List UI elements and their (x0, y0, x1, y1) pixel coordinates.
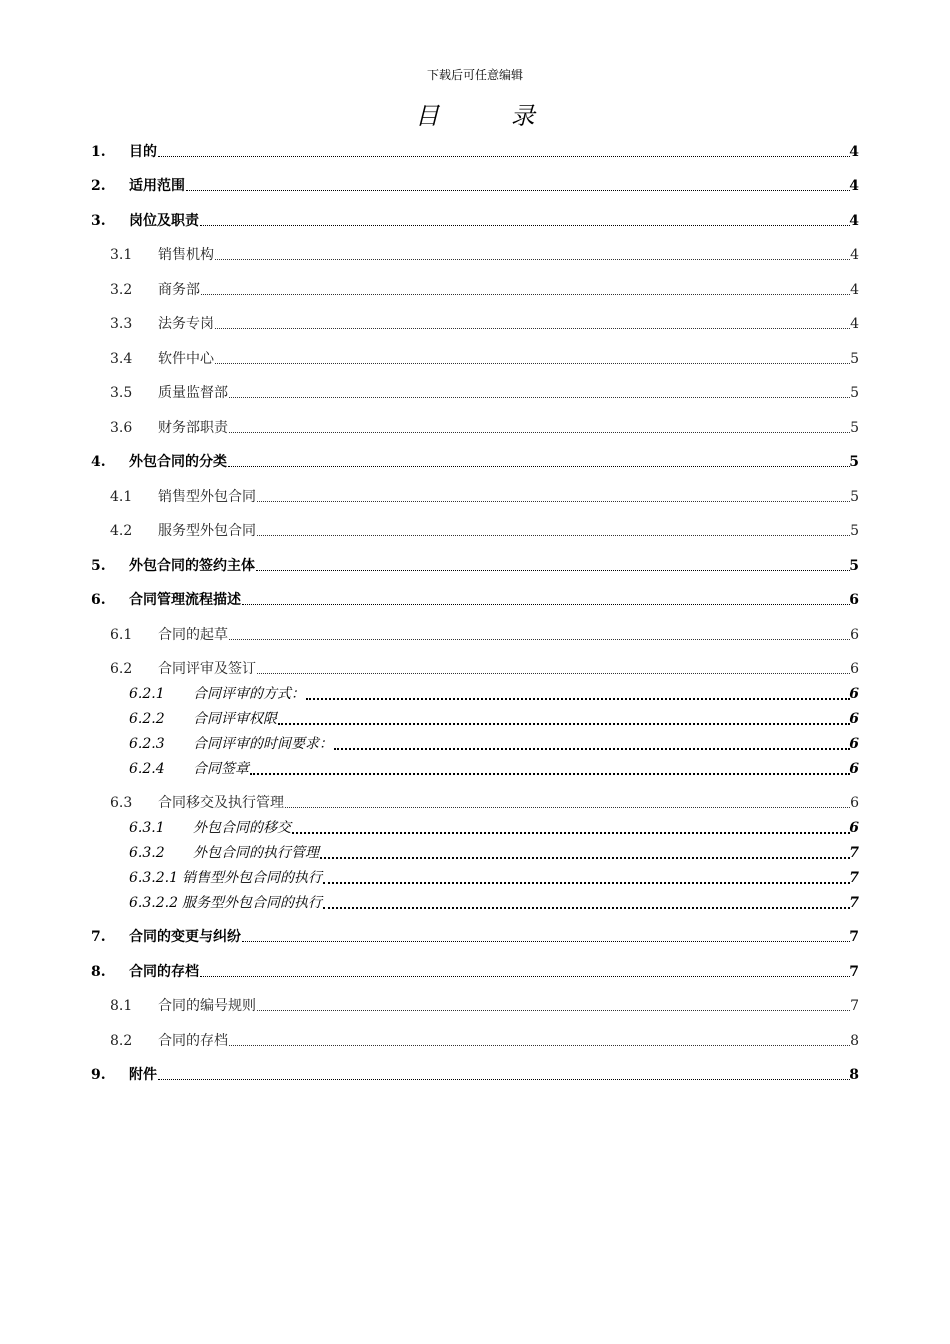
toc-entry-page: 5 (849, 558, 859, 574)
toc-entry-page: 5 (850, 351, 859, 367)
toc-entry-number: 8. (91, 964, 106, 980)
toc-entry[interactable] (0, 926, 950, 948)
toc-entry-page: 6 (850, 627, 859, 643)
toc-entry-page: 5 (849, 454, 859, 470)
toc-entry[interactable] (0, 175, 950, 197)
toc-entry[interactable] (0, 892, 950, 914)
toc-entry[interactable] (0, 867, 950, 889)
toc-entry-number: 3.6 (110, 420, 133, 436)
toc-entry-label: 目的 (129, 144, 157, 160)
toc-entry-number: 4. (91, 454, 106, 470)
toc-entry[interactable] (0, 961, 950, 983)
toc-leader-dots (158, 156, 850, 157)
header-note: 下载后可任意编辑 (426, 68, 523, 82)
toc-leader-dots (257, 673, 850, 674)
toc-entry-label: 软件中心 (158, 351, 214, 367)
toc-leader-dots (215, 363, 850, 364)
toc-leader-dots (285, 807, 850, 808)
toc-leader-dots (215, 259, 850, 260)
toc-entry-page: 7 (849, 895, 859, 911)
toc-entry[interactable] (0, 279, 950, 301)
toc-leader-dots (200, 976, 850, 977)
toc-entry-page: 5 (850, 523, 859, 539)
toc-leader-dots (229, 397, 850, 398)
toc-entry-number: 3.4 (110, 351, 133, 367)
toc-entry[interactable] (0, 624, 950, 646)
toc-entry-page: 5 (850, 489, 859, 505)
toc-entry[interactable] (0, 683, 950, 705)
toc-entry-page: 5 (850, 385, 859, 401)
toc-entry-page: 7 (849, 870, 859, 886)
toc-entry-page: 7 (849, 845, 859, 861)
toc-entry-label: 销售机构 (158, 247, 214, 263)
toc-entry-label: 岗位及职责 (129, 213, 199, 229)
toc-leader-dots (229, 1045, 850, 1046)
toc-entry[interactable] (0, 842, 950, 864)
toc-leader-dots (201, 294, 850, 295)
toc-entry-page: 7 (849, 964, 859, 980)
toc-entry-number: 6. (91, 592, 106, 608)
toc-entry-number: 6.3.2 (129, 845, 165, 861)
toc-leader-dots (320, 857, 850, 859)
toc-entry-label: 销售型外包合同的执行 (182, 870, 322, 886)
toc-entry-label: 合同评审的时间要求： (193, 736, 333, 752)
toc-entry-label: 质量监督部 (158, 385, 228, 401)
toc-leader-dots (292, 832, 850, 834)
toc-entry-number: 1. (91, 144, 106, 160)
toc-leader-dots (323, 907, 850, 909)
toc-entry-number: 6.3.2.2 (129, 895, 178, 911)
toc-entry[interactable] (0, 382, 950, 404)
toc-entry-number: 5. (91, 558, 106, 574)
toc-entry[interactable] (0, 555, 950, 577)
toc-leader-dots (306, 698, 850, 700)
toc-entry[interactable] (0, 348, 950, 370)
toc-entry-label: 合同签章 (193, 761, 249, 777)
toc-entry-page: 8 (849, 1067, 859, 1083)
toc-entry-label: 适用范围 (129, 178, 185, 194)
toc-entry-page: 8 (850, 1033, 859, 1049)
toc-entry-page: 6 (849, 820, 859, 836)
toc-leader-dots (257, 1010, 850, 1011)
toc-entry[interactable] (0, 451, 950, 473)
toc-entry-number: 6.2.4 (129, 761, 165, 777)
toc-entry-page: 6 (850, 661, 859, 677)
toc-leader-dots (278, 723, 850, 725)
toc-entry-number: 6.3.1 (129, 820, 165, 836)
toc-entry-page: 7 (849, 929, 859, 945)
toc-entry-page: 6 (849, 711, 859, 727)
toc-leader-dots (257, 501, 850, 502)
toc-entry-number: 3.5 (110, 385, 133, 401)
toc-entry-page: 7 (850, 998, 859, 1014)
toc-entry-page: 4 (849, 178, 859, 194)
toc-entry[interactable] (0, 658, 950, 680)
toc-entry-label: 服务型外包合同 (158, 523, 256, 539)
toc-entry-number: 3. (91, 213, 106, 229)
toc-entry-page: 6 (849, 736, 859, 752)
toc-entry-label: 商务部 (158, 282, 200, 298)
toc-entry[interactable] (0, 792, 950, 814)
toc-entry-label: 服务型外包合同的执行 (182, 895, 322, 911)
toc-entry[interactable] (0, 589, 950, 611)
toc-entry[interactable] (0, 733, 950, 755)
toc-entry-page: 4 (849, 144, 859, 160)
toc-leader-dots (242, 604, 850, 605)
toc-entry-label: 外包合同的移交 (193, 820, 291, 836)
toc-leader-dots (250, 773, 850, 775)
toc-entry-label: 合同的起草 (158, 627, 228, 643)
toc-entry-label: 外包合同的分类 (129, 454, 227, 470)
toc-entry-number: 3.1 (110, 247, 133, 263)
toc-leader-dots (334, 748, 850, 750)
toc-entry-label: 外包合同的签约主体 (129, 558, 255, 574)
toc-entry[interactable] (0, 520, 950, 542)
toc-entry-number: 3.3 (110, 316, 133, 332)
toc-entry-page: 4 (850, 282, 859, 298)
toc-entry-label: 合同评审及签订 (158, 661, 256, 677)
toc-entry-page: 6 (849, 592, 859, 608)
toc-leader-dots (228, 466, 850, 467)
toc-entry-label: 附件 (129, 1067, 157, 1083)
toc-entry-number: 4.1 (110, 489, 133, 505)
toc-entry-label: 合同评审的方式： (193, 686, 305, 702)
toc-entry[interactable] (0, 1030, 950, 1052)
toc-entry-label: 合同的编号规则 (158, 998, 256, 1014)
toc-entry[interactable] (0, 758, 950, 780)
toc-entry[interactable] (0, 244, 950, 266)
toc-entry-number: 6.1 (110, 627, 133, 643)
toc-entry-number: 8.1 (110, 998, 133, 1014)
toc-entry[interactable] (0, 995, 950, 1017)
toc-leader-dots (229, 432, 850, 433)
toc-entry-label: 法务专岗 (158, 316, 214, 332)
toc-entry[interactable] (0, 141, 950, 163)
toc-entry-label: 合同的存档 (129, 964, 199, 980)
toc-leader-dots (158, 1079, 850, 1080)
toc-entry-number: 7. (91, 929, 106, 945)
toc-entry-label: 合同移交及执行管理 (158, 795, 284, 811)
toc-entry-number: 6.2.1 (129, 686, 165, 702)
toc-entry[interactable] (0, 210, 950, 232)
toc-leader-dots (242, 941, 850, 942)
toc-entry-number: 9. (91, 1067, 106, 1083)
toc-entry-number: 6.3 (110, 795, 133, 811)
toc-entry[interactable] (0, 1064, 950, 1086)
toc-entry-label: 合同评审权限 (193, 711, 277, 727)
toc-leader-dots (215, 328, 850, 329)
toc-entry-page: 5 (850, 420, 859, 436)
toc-title: 目 录 (415, 102, 567, 130)
toc-leader-dots (256, 570, 850, 571)
toc-entry-number: 6.2.2 (129, 711, 165, 727)
toc-entry-page: 4 (850, 247, 859, 263)
toc-leader-dots (257, 535, 850, 536)
toc-entry[interactable] (0, 486, 950, 508)
toc-entry-number: 8.2 (110, 1033, 133, 1049)
toc-leader-dots (229, 639, 850, 640)
toc-leader-dots (200, 225, 850, 226)
toc-entry-label: 合同的存档 (158, 1033, 228, 1049)
toc-entry-number: 4.2 (110, 523, 133, 539)
toc-entry-page: 6 (849, 686, 859, 702)
toc-entry[interactable] (0, 417, 950, 439)
toc-leader-dots (323, 882, 850, 884)
toc-entry-label: 合同的变更与纠纷 (129, 929, 241, 945)
toc-entry-label: 销售型外包合同 (158, 489, 256, 505)
toc-leader-dots (186, 190, 850, 191)
toc-entry-label: 外包合同的执行管理 (193, 845, 319, 861)
toc-entry[interactable] (0, 708, 950, 730)
toc-entry-page: 6 (850, 795, 859, 811)
toc-entry-page: 4 (850, 316, 859, 332)
toc-entry-number: 2. (91, 178, 106, 194)
toc-entry-number: 3.2 (110, 282, 133, 298)
toc-entry-page: 4 (849, 213, 859, 229)
toc-entry-label: 财务部职责 (158, 420, 228, 436)
toc-entry-number: 6.2 (110, 661, 133, 677)
toc-entry-page: 6 (849, 761, 859, 777)
toc-entry-number: 6.2.3 (129, 736, 165, 752)
toc-entry-label: 合同管理流程描述 (129, 592, 241, 608)
toc-entry[interactable] (0, 817, 950, 839)
toc-entry[interactable] (0, 313, 950, 335)
toc-entry-number: 6.3.2.1 (129, 870, 178, 886)
